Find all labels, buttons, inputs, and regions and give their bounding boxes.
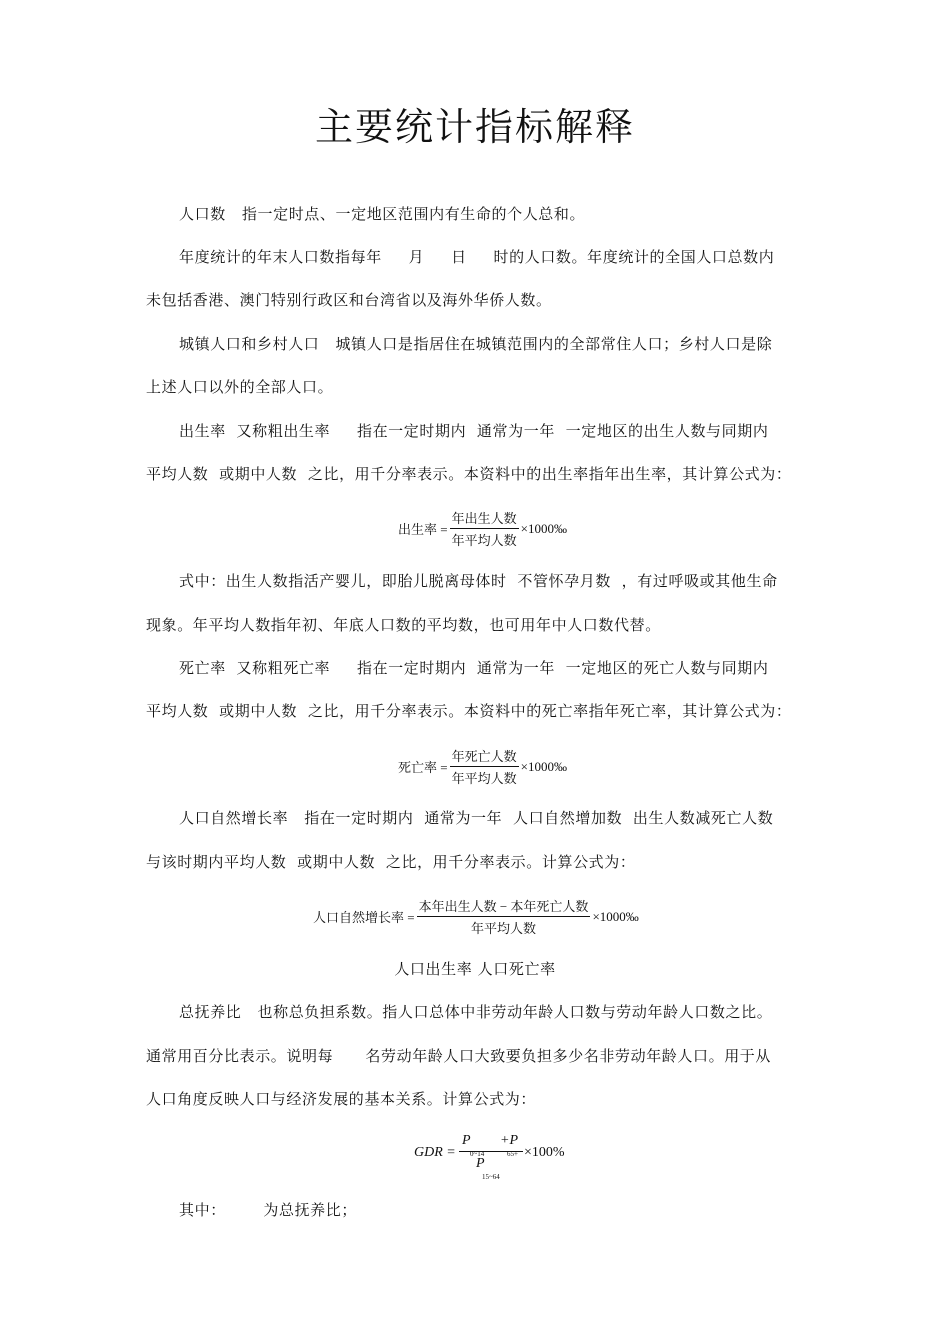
- birth-rate-formula: [398, 508, 567, 549]
- paragraph-year-end-cont: 未包括香港、澳门特别行政区和台湾省以及海外华侨人数。: [146, 291, 552, 309]
- formula-p-old: +P: [500, 1133, 518, 1148]
- formula-rhs: ×1000‰: [520, 758, 567, 774]
- death-rate-formula: [398, 746, 567, 787]
- formula-numerator: 年死亡人数: [450, 746, 519, 767]
- formula-denominator: 年平均人数: [471, 921, 537, 936]
- natural-growth-formula: [313, 896, 639, 937]
- paragraph-death-rate: 死亡率 又称粗死亡率 指在一定时期内 通常为一年 一定地区的死亡人数与同期内: [179, 659, 769, 677]
- paragraph-dependency: 总抚养比 也称总负担系数。指人口总体中非劳动年龄人口数与劳动年龄人口数之比。: [179, 1003, 773, 1021]
- paragraph-population: 人口数 指一定时点、一定地区范围内有生命的个人总和。: [179, 205, 586, 223]
- formula-rhs: ×1000‰: [520, 520, 567, 536]
- formula-p-working: P: [476, 1156, 485, 1171]
- paragraph-birth-note: 式中：出生人数指活产婴儿，即胎儿脱离母体时 不管怀孕月数 ，有过呼吸或其他生命: [179, 572, 778, 590]
- formula-fraction: [417, 896, 591, 937]
- formula-sub-old: 65+: [507, 1150, 518, 1158]
- birth-minus-death-label: 人口出生率 人口死亡率: [394, 960, 556, 978]
- formula-sub-working: 15~64: [482, 1173, 500, 1181]
- paragraph-dependency-cont: 通常用百分比表示。说明每 名劳动年龄人口大致要负担多少名非劳动年龄人口。用于从: [146, 1047, 772, 1065]
- formula-numerator: 本年出生人数 − 本年死亡人数: [417, 896, 591, 917]
- formula-denominator: 年平均人数: [451, 771, 517, 786]
- paragraph-urban-rural-cont: 上述人口以外的全部人口。: [146, 378, 334, 396]
- paragraph-birth-note-cont: 现象。年平均人数指年初、年底人口数的平均数，也可用年中人口数代替。: [146, 616, 661, 634]
- formula-fraction: [450, 508, 519, 549]
- formula-numerator: 年出生人数: [450, 508, 519, 529]
- formula-denominator: 年平均人数: [451, 533, 517, 548]
- formula-lhs: 死亡率 =: [398, 760, 448, 775]
- gdr-formula: [414, 1133, 614, 1189]
- formula-lhs: GDR =: [414, 1145, 456, 1160]
- paragraph-birth-rate-cont: 平均人数 或期中人数 之比，用千分率表示。本资料中的出生率指年出生率，其计算公式为：: [146, 465, 792, 483]
- paragraph-dependency-cont-2: 人口角度反映人口与经济发展的基本关系。计算公式为：: [146, 1090, 537, 1108]
- paragraph-birth-rate: 出生率 又称粗出生率 指在一定时期内 通常为一年 一定地区的出生人数与同期内: [179, 422, 769, 440]
- formula-rhs: ×1000‰: [592, 908, 639, 924]
- formula-sub-young: 0~14: [470, 1150, 485, 1158]
- formula-lhs: 人口自然增长率 =: [313, 910, 415, 925]
- formula-fraction-bar: [459, 1151, 523, 1152]
- paragraph-urban-rural: 城镇人口和乡村人口 城镇人口是指居住在城镇范围内的全部常住人口；乡村人口是除: [179, 335, 773, 353]
- paragraph-natural-growth-cont: 与该时期内平均人数 或期中人数 之比，用千分率表示。计算公式为：: [146, 853, 636, 871]
- paragraph-year-end: 年度统计的年末人口数指每年 月 日 时的人口数。年度统计的全国人口总数内: [179, 248, 775, 266]
- formula-fraction: [450, 746, 519, 787]
- paragraph-where: 其中： 为总抚养比；: [179, 1201, 357, 1219]
- page-title: 主要统计指标解释: [314, 105, 635, 149]
- formula-lhs: 出生率 =: [398, 522, 448, 537]
- formula-rhs: ×100%: [524, 1145, 565, 1160]
- paragraph-natural-growth: 人口自然增长率 指在一定时期内 通常为一年 人口自然增加数 出生人数减死亡人数: [179, 809, 774, 827]
- paragraph-death-rate-cont: 平均人数 或期中人数 之比，用千分率表示。本资料中的死亡率指年死亡率，其计算公式为：: [146, 702, 792, 720]
- formula-p-young: P: [462, 1133, 471, 1148]
